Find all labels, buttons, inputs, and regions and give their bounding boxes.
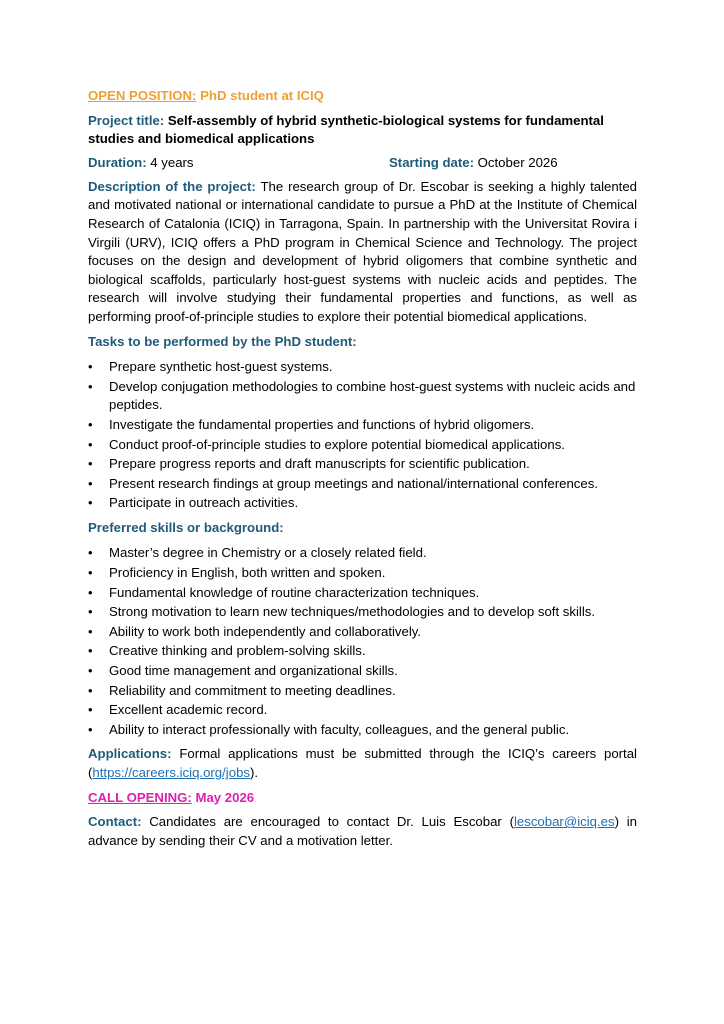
bullet-icon: •	[88, 475, 93, 491]
duration-start-row	[88, 154, 637, 174]
task-item	[88, 455, 637, 474]
applications-text-before: Formal applications must be submitted through the ICIQ’s careers portal (	[88, 746, 637, 780]
skill-item	[88, 701, 637, 720]
skill-item	[88, 544, 637, 563]
skill-item	[88, 623, 637, 642]
project-title-row	[88, 112, 637, 149]
task-item	[88, 475, 637, 494]
task-item-text: Investigate the fundamental properties and functions of hybrid oligomers.	[109, 416, 535, 432]
applications-label: Applications:	[88, 746, 172, 762]
skill-item	[88, 721, 637, 740]
bullet-icon: •	[88, 416, 93, 432]
skill-item-text: Proficiency in English, both written and spoken.	[109, 565, 386, 581]
call-opening-value: May 2026	[195, 789, 255, 805]
call-opening-row	[88, 789, 637, 808]
skills-heading: Preferred skills or background:	[88, 519, 284, 535]
careers-portal-link[interactable]: https://careers.iciq.org/jobs	[92, 765, 250, 780]
bullet-icon: •	[88, 663, 93, 679]
bullet-icon: •	[88, 378, 93, 394]
job-posting-document	[88, 87, 637, 856]
starting-date-label: Starting date:	[389, 154, 474, 170]
bullet-icon: •	[88, 584, 93, 600]
contact-email-link[interactable]: lescobar@iciq.es	[513, 814, 615, 830]
contact-label: Contact:	[88, 814, 142, 830]
bullet-icon: •	[88, 702, 93, 718]
project-description	[88, 178, 637, 327]
task-item	[88, 416, 637, 435]
bullet-icon: •	[88, 721, 93, 737]
skill-item	[88, 584, 637, 603]
skill-item-text: Fundamental knowledge of routine characterization techniques.	[109, 584, 480, 600]
skill-item	[88, 682, 637, 701]
tasks-heading: Tasks to be performed by the PhD student:	[88, 333, 357, 349]
task-item	[88, 436, 637, 455]
task-item	[88, 358, 637, 377]
skill-item-text: Ability to interact professionally with faculty, colleagues, and the general public.	[109, 721, 570, 737]
skill-item-text: Strong motivation to learn new techniques/methodologies and to develop soft skills.	[109, 604, 596, 620]
open-position-label: OPEN POSITION:	[88, 88, 197, 103]
duration-field	[88, 154, 194, 173]
contact-text-after: ) in advance by sending their CV and a motivation letter.	[88, 814, 637, 848]
bullet-icon: •	[88, 495, 93, 511]
task-item-text: Present research findings at group meetings and national/international conferences.	[109, 475, 598, 491]
task-item-text: Develop conjugation methodologies to combine host-guest systems with nucleic acids and peptides.	[109, 378, 636, 413]
task-item	[88, 494, 637, 513]
call-opening-label: CALL OPENING:	[88, 789, 192, 805]
starting-date-field	[389, 154, 558, 173]
skill-item-text: Creative thinking and problem-solving skills.	[109, 643, 366, 659]
task-item-text: Conduct proof-of-principle studies to explore potential biomedical applications.	[109, 436, 565, 452]
bullet-icon: •	[88, 682, 93, 698]
task-item-text: Prepare synthetic host-guest systems.	[109, 359, 333, 375]
open-position-value: PhD student at ICIQ	[200, 88, 324, 103]
duration-value: 4 years	[150, 154, 194, 170]
project-title-label: Project title:	[88, 112, 165, 128]
skills-list	[88, 544, 637, 739]
bullet-icon: •	[88, 623, 93, 639]
applications-paragraph	[88, 745, 637, 782]
description-text: The research group of Dr. Escobar is seeking a highly talented and motivated national or international candidate to pursue a PhD at the Institute of Chemical Research of Catalonia (ICIQ) in Tarragona, Spain. In partnership with the Universitat Rovira i Virgili (URV), ICIQ offers a PhD program in Chemical Science and Technology. The project focuses on the design and development of hybrid oligomers that combine synthetic and biological scaffolds, particularly host-guest systems with nucleic acids and peptides. The research will involve studying their fundamental properties and functions, as well as performing proof-of-principle studies to explore their potential biomedical applications.	[88, 178, 637, 324]
open-position-row	[88, 87, 637, 106]
skill-item	[88, 564, 637, 583]
skill-item-text: Excellent academic record.	[109, 702, 268, 718]
skill-item	[88, 662, 637, 681]
bullet-icon: •	[88, 545, 93, 561]
project-title-value: Self-assembly of hybrid synthetic-biological systems for fundamental studies and biomedical applications	[88, 112, 604, 147]
bullet-icon: •	[88, 359, 93, 375]
contact-text-before: Candidates are encouraged to contact Dr. Luis Escobar (	[149, 814, 514, 830]
task-item-text: Prepare progress reports and draft manuscripts for scientific publication.	[109, 456, 530, 472]
duration-label: Duration:	[88, 154, 147, 170]
skill-item	[88, 642, 637, 661]
bullet-icon: •	[88, 643, 93, 659]
skill-item-text: Reliability and commitment to meeting deadlines.	[109, 682, 396, 698]
applications-text-after: ).	[250, 765, 259, 780]
starting-date-value: October 2026	[477, 154, 558, 170]
task-item	[88, 378, 637, 415]
bullet-icon: •	[88, 436, 93, 452]
skill-item-text: Master’s degree in Chemistry or a closely related field.	[109, 545, 427, 561]
skill-item-text: Ability to work both independently and collaboratively.	[109, 623, 422, 639]
skill-item-text: Good time management and organizational skills.	[109, 663, 398, 679]
bullet-icon: •	[88, 456, 93, 472]
tasks-list	[88, 358, 637, 513]
task-item-text: Participate in outreach activities.	[109, 495, 299, 511]
bullet-icon: •	[88, 604, 93, 620]
bullet-icon: •	[88, 565, 93, 581]
skill-item	[88, 603, 637, 622]
contact-paragraph	[88, 813, 637, 850]
description-label: Description of the project:	[88, 178, 256, 194]
